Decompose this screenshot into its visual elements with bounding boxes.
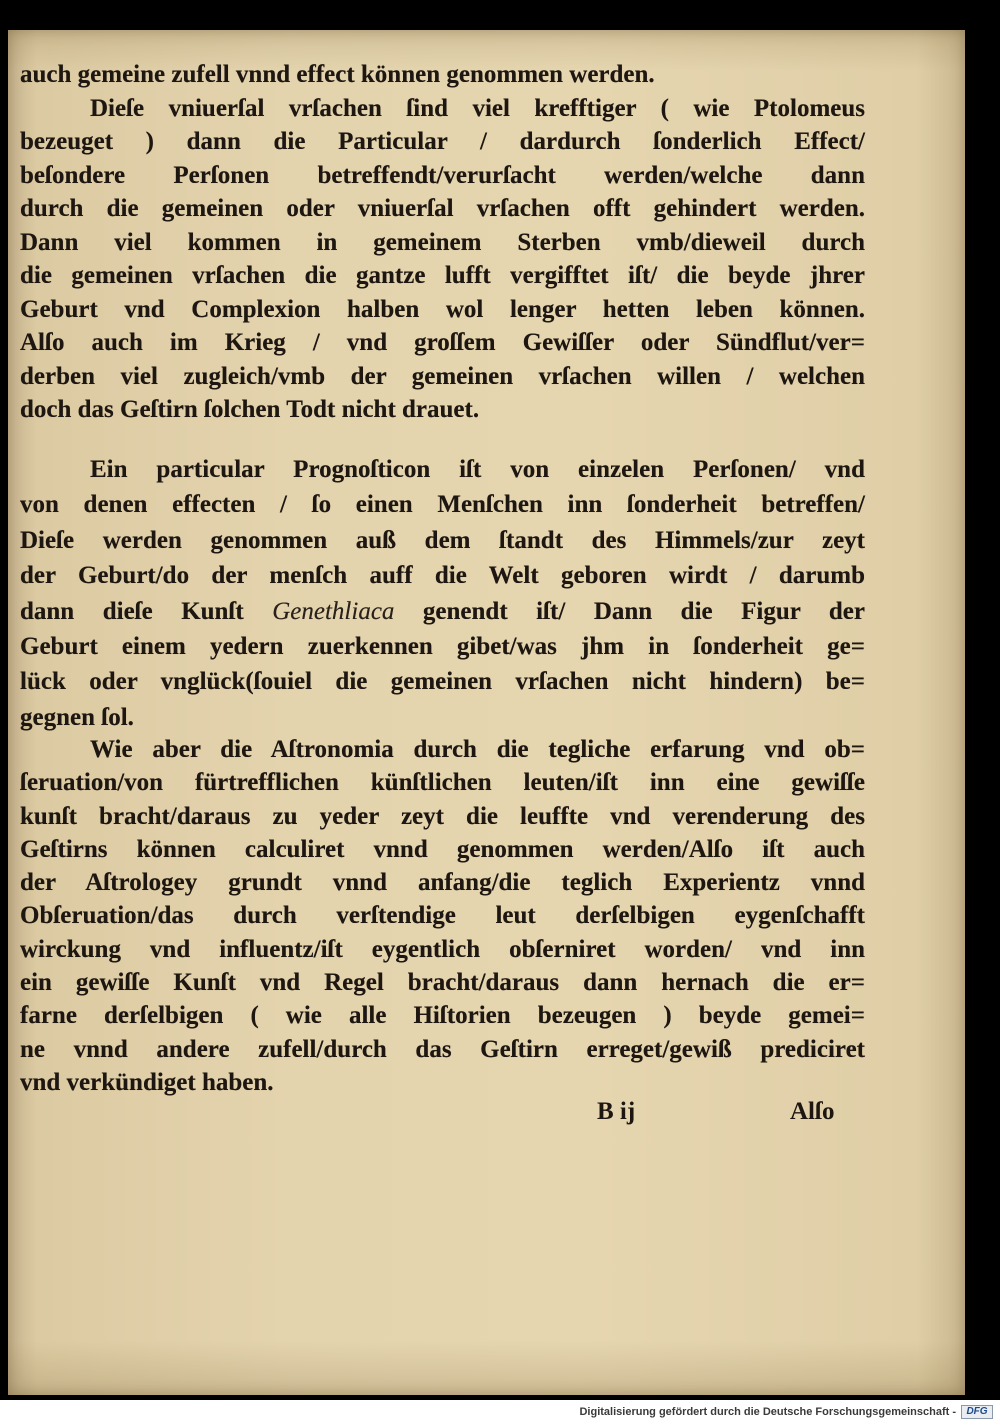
text-line: ne vnnd andere zufell/durch das Geſtirn erreget/gewiß prediciret (20, 1035, 865, 1063)
text-line: derben viel zugleich/vmb der gemeinen vrſachen willen / welchen (20, 362, 865, 390)
text-line: gegnen ſol. (20, 703, 134, 731)
text-line: Alſo auch im Krieg / vnd groſſem Gewiſſer oder Sündflut/ver= (20, 329, 865, 356)
digitization-footer (0, 1400, 1000, 1425)
paragraph-1 (20, 58, 865, 427)
text-line: durch die gemeinen oder vniuerſal vrſachen offt gehindert werden. (20, 195, 865, 222)
text-line: farne derſelbigen ( wie alle Hiſtorien bezeugen ) beyde gemei= (20, 1002, 865, 1030)
text-line: lück oder vnglück(ſouiel die gemeinen vrſachen nicht hindern) be= (20, 668, 865, 696)
text-line: der Geburt/do der menſch auff die Welt geboren wirdt / darumb (20, 562, 865, 590)
text-run: dann dieſe Kunſt (20, 597, 273, 625)
text-run: genendt iſt/ Dann die Figur der (394, 597, 865, 625)
funding-credit: Digitalisierung gefördert durch die Deutsche Forschungsgemeinschaft - (579, 1406, 956, 1418)
paragraph-2 (20, 452, 865, 735)
text-line: ein gewiſſe Kunſt vnd Regel bracht/daraus dann hernach die er= (20, 969, 865, 997)
paragraph-3 (20, 733, 865, 1099)
text-line: bezeuget ) dann die Particular / dardurch ſonderlich Effect/ (20, 128, 865, 155)
text-line: Dieſe vniuerſal vrſachen ſind viel krefftiger ( wie Ptolomeus (90, 94, 865, 122)
italic-term: Genethliaca (272, 597, 395, 625)
catchword: Alſo (790, 1098, 835, 1125)
text-line: Geburt einem yedern zuerkennen gibet/was jhm in ſonderheit ge= (20, 632, 865, 660)
text-line (20, 594, 865, 629)
text-line: Geburt vnd Complexion halben wol lenger hetten leben können. (20, 295, 865, 323)
text-line: doch das Geſtirn ſolchen Todt nicht drauet. (20, 396, 480, 423)
text-line: beſondere Perſonen betreffendt/verurſacht werden/welche dann (20, 161, 865, 189)
text-line: Wie aber die Aſtronomia durch die tegliche erfarung vnd ob= (90, 736, 865, 763)
book-page (8, 30, 965, 1395)
text-line: Dieſe werden genommen auß dem ſtandt des Himmels/zur zeyt (20, 526, 865, 554)
text-line: ſeruation/von fürtrefflichen künſtlichen leuten/iſt inn eine gewiſſe (20, 769, 865, 797)
text-line: Obſeruation/das durch verſtendige leut derſelbigen eygenſchafft (20, 902, 865, 930)
text-line: wirckung vnd influentz/iſt eygentlich obſerniret worden/ vnd inn (20, 935, 865, 963)
text-line: auch gemeine zufell vnnd effect können genommen werden. (20, 61, 655, 88)
text-line: Geſtirns können calculiret vnnd genommen werden/Alſo iſt auch (20, 835, 865, 863)
text-line: Ein particular Prognoſticon iſt von einzelen Perſonen/ vnd (90, 456, 865, 483)
text-line: die gemeinen vrſachen die gantze lufft vergifftet iſt/ die beyde jhrer (20, 262, 865, 289)
text-line: Dann viel kommen in gemeinem Sterben vmb/dieweil durch (20, 228, 865, 256)
signature-mark: B ij (597, 1098, 636, 1125)
text-line: kunſt bracht/daraus zu yeder zeyt die leuffte vnd verenderung des (20, 802, 865, 830)
dfg-logo-icon: DFG (961, 1405, 993, 1419)
text-line: vnd verkündiget haben. (20, 1068, 274, 1096)
text-line: der Aſtrologey grundt vnnd anfang/die teglich Experientz vnnd (20, 869, 865, 897)
text-line: von denen effecten / ſo einen Menſchen inn ſonderheit betreffen/ (20, 491, 865, 519)
